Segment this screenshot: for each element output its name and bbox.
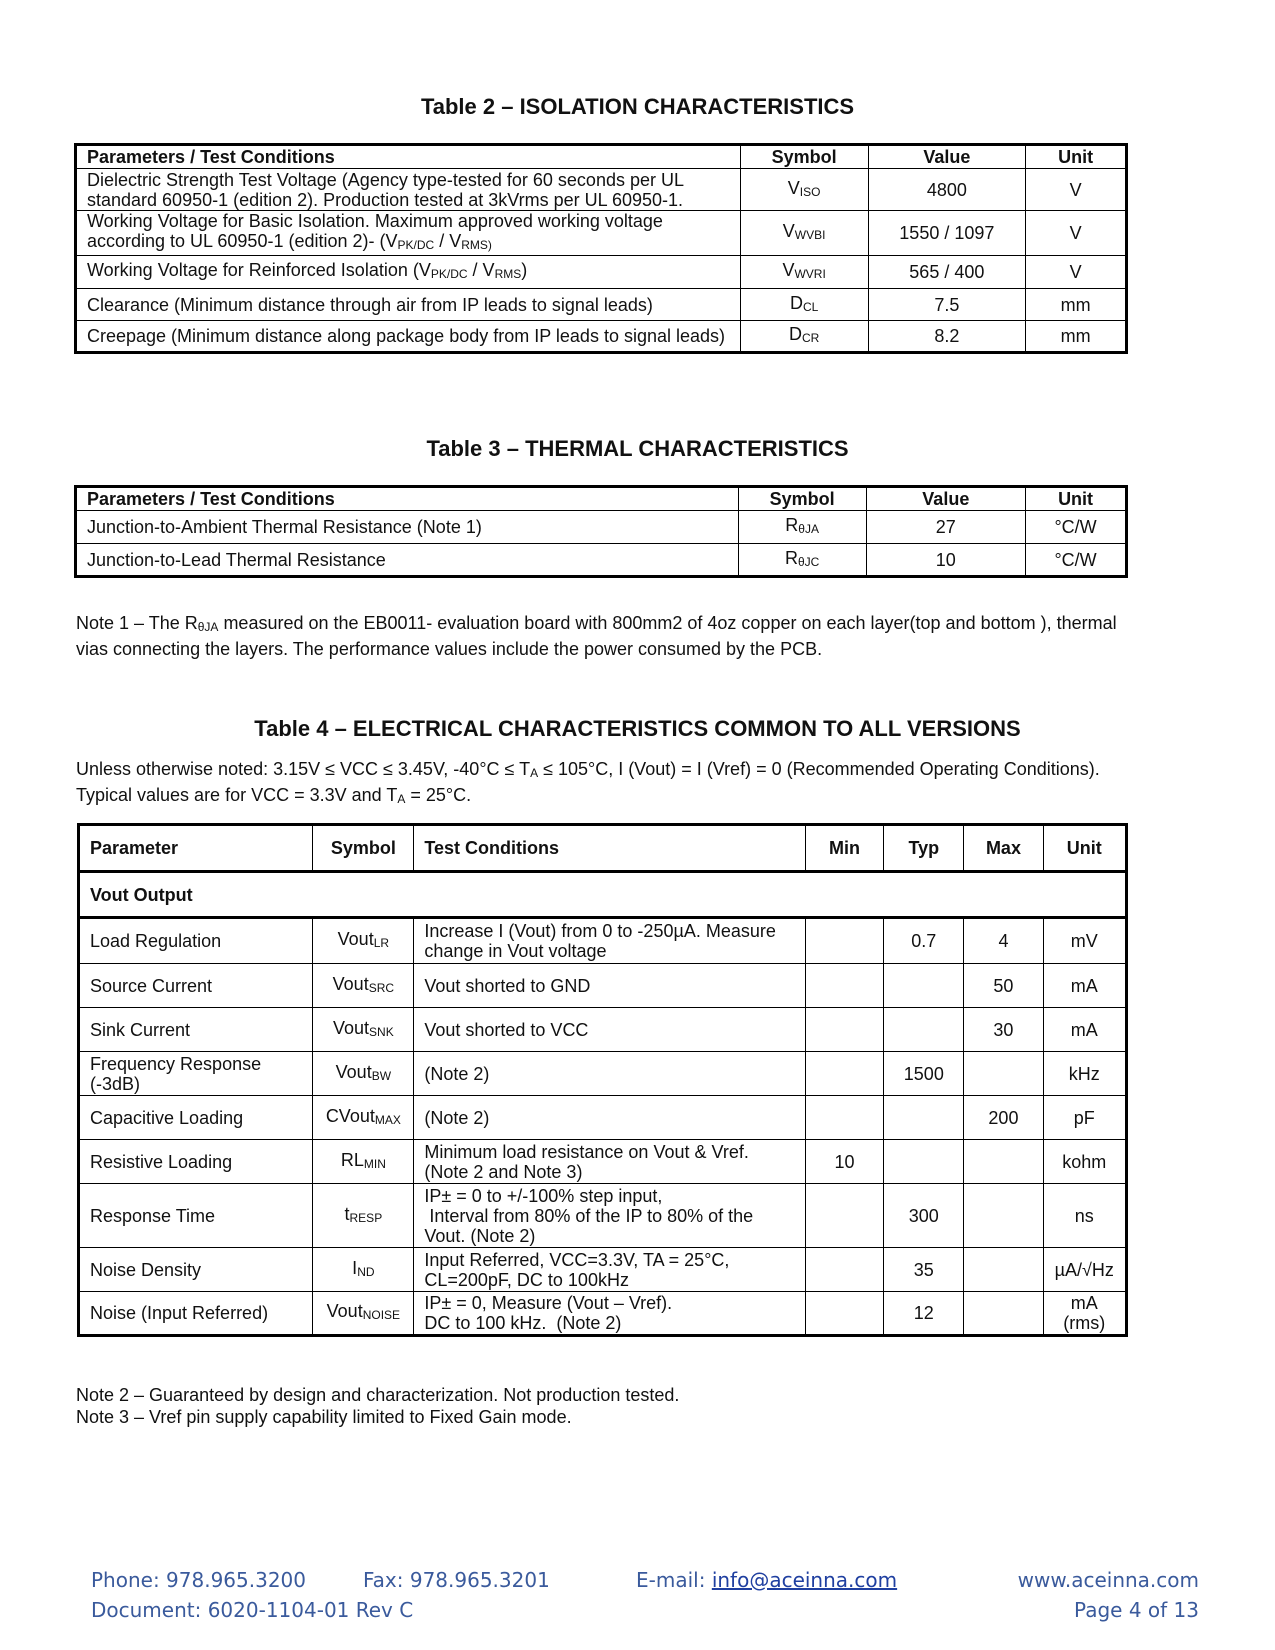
unit-cell: mA <box>1043 1008 1126 1052</box>
table-row <box>76 211 1127 256</box>
param-line: standard 60950-1 (edition 2). Production tested at 3kVrms per UL 60950-1. <box>87 189 684 210</box>
param-cell: Junction-to-Lead Thermal Resistance <box>76 544 739 577</box>
table-row <box>76 256 1127 289</box>
unit-cell: V <box>1026 256 1127 289</box>
typ-cell <box>884 1140 964 1184</box>
electrical-table <box>77 823 1128 1337</box>
value-cell: 565 / 400 <box>868 256 1026 289</box>
symbol-cell: Vout$_{BW}$ <box>313 1052 414 1096</box>
table-row <box>76 169 1127 211</box>
symbol-cell: $V_{ISO}$ <box>740 169 868 211</box>
table-header-row <box>76 487 1127 511</box>
table-row <box>79 1096 1127 1140</box>
header-unit: Unit <box>1043 825 1126 872</box>
symbol-cell: $V_{WVRI}$ <box>740 256 868 289</box>
max-cell: 200 <box>964 1096 1043 1140</box>
min-cell <box>805 1184 884 1248</box>
table-row <box>76 321 1127 353</box>
typ-cell: 35 <box>884 1248 964 1292</box>
unit-cell: pF <box>1043 1096 1126 1140</box>
header-symbol: Symbol <box>313 825 414 872</box>
symbol-cell: Vout$_{SRC}$ <box>313 964 414 1008</box>
header-typ: Typ <box>884 825 964 872</box>
condition-cell: IP± = 0 to +/-100% step input, Interval from 80% of the IP to 80% of the Vout. (Note 2) <box>414 1184 805 1248</box>
param-cell <box>76 169 741 211</box>
max-cell: 50 <box>964 964 1043 1008</box>
unit-cell: mV <box>1043 918 1126 964</box>
typ-cell <box>884 1008 964 1052</box>
unit-cell: V <box>1026 169 1127 211</box>
max-cell <box>964 1052 1043 1096</box>
unit-cell: mA (rms) <box>1043 1292 1126 1336</box>
header-value: Value <box>868 145 1026 169</box>
symbol-cell: $D_{CR}$ <box>740 321 868 353</box>
param-cell: Working Voltage for Reinforced Isolation $(V_{PK/DC} / V_{RMS})$ <box>76 256 741 289</box>
max-cell: 4 <box>964 918 1043 964</box>
table-row <box>79 918 1127 964</box>
footer-document: Document: 6020-1104-01 Rev C <box>91 1598 414 1622</box>
note-3: Note 3 – Vref pin supply capability limited to Fixed Gain mode. <box>76 1407 572 1427</box>
table-row <box>79 1248 1127 1292</box>
unit-cell: V <box>1026 211 1127 256</box>
table-row <box>79 1184 1127 1248</box>
param-cell: Sink Current <box>79 1008 313 1052</box>
table-row <box>76 544 1127 577</box>
value-cell: 8.2 <box>868 321 1026 353</box>
footer-fax: Fax: 978.965.3201 <box>363 1568 550 1592</box>
section-row <box>79 872 1127 918</box>
header-unit: Unit <box>1026 145 1127 169</box>
table3-title: Table 3 – THERMAL CHARACTERISTICS <box>426 436 849 461</box>
param-cell: Junction-to-Ambient Thermal Resistance (Note 1) <box>76 511 739 544</box>
param-cell: Clearance (Minimum distance through air from IP leads to signal leads) <box>76 289 741 321</box>
table-header-row <box>76 145 1127 169</box>
symbol-cell: $V_{WVBI}$ <box>740 211 868 256</box>
header-value: Value <box>866 487 1026 511</box>
min-cell <box>805 1008 884 1052</box>
condition-cell: Vout shorted to VCC <box>414 1008 805 1052</box>
footer-email-label: E-mail: <box>636 1568 712 1592</box>
header-min: Min <box>805 825 884 872</box>
section-title: Vout Output <box>79 872 1127 918</box>
symbol-cell: $I_{ND}$ <box>313 1248 414 1292</box>
unit-cell: µA/√Hz <box>1043 1248 1126 1292</box>
param-cell: Load Regulation <box>79 918 313 964</box>
typ-cell <box>884 964 964 1008</box>
value-cell: 4800 <box>868 169 1026 211</box>
min-cell <box>805 1096 884 1140</box>
header-test-conditions: Test Conditions <box>414 825 805 872</box>
header-parameters: Parameters / Test Conditions <box>76 145 741 169</box>
header-unit: Unit <box>1026 487 1127 511</box>
condition-cell: (Note 2) <box>414 1096 805 1140</box>
typ-cell: 12 <box>884 1292 964 1336</box>
param-cell: Resistive Loading <box>79 1140 313 1184</box>
value-cell: 27 <box>866 511 1026 544</box>
table-row <box>79 1140 1127 1184</box>
symbol-cell: Vout$_{LR}$ <box>313 918 414 964</box>
notes-2-3 <box>76 1384 679 1428</box>
unit-cell: mm <box>1026 321 1127 353</box>
unit-cell: kohm <box>1043 1140 1126 1184</box>
value-cell: 7.5 <box>868 289 1026 321</box>
typ-cell: 300 <box>884 1184 964 1248</box>
table-row <box>76 289 1127 321</box>
footer-website[interactable]: www.aceinna.com <box>1017 1568 1199 1592</box>
note-1: Note 1 – The $R_{\theta JA}$ measured on the EB0011- evaluation board with 800mm2 of 4oz copper on each layer(top and bottom ), thermal vias connecting the layers. The performance values include the power consumed by the PCB. <box>76 613 1117 659</box>
email-link[interactable]: info@aceinna.com <box>711 1568 898 1592</box>
table-row <box>76 511 1127 544</box>
condition-cell: Vout shorted to GND <box>414 964 805 1008</box>
symbol-cell: $R_{\theta JC}$ <box>738 544 866 577</box>
note-2: Note 2 – Guaranteed by design and characterization. Not production tested. <box>76 1385 680 1405</box>
min-cell <box>805 918 884 964</box>
typ-cell: 0.7 <box>884 918 964 964</box>
condition-cell: Input Referred, VCC=3.3V, TA = 25°C, CL=200pF, DC to 100kHz <box>414 1248 805 1292</box>
header-max: Max <box>964 825 1043 872</box>
param-cell: Frequency Response (-3dB) <box>79 1052 313 1096</box>
unit-cell: mA <box>1043 964 1126 1008</box>
symbol-cell: CVout$_{MAX}$ <box>313 1096 414 1140</box>
typ-cell <box>884 1096 964 1140</box>
table-row <box>79 1292 1127 1336</box>
param-cell: Source Current <box>79 964 313 1008</box>
max-cell: 30 <box>964 1008 1043 1052</box>
condition-cell: IP± = 0, Measure (Vout – Vref). DC to 100 kHz. (Note 2) <box>414 1292 805 1336</box>
symbol-cell: $RL_{MIN}$ <box>313 1140 414 1184</box>
param-line: Working Voltage for Basic Isolation. Maximum approved working voltage <box>87 211 663 231</box>
footer-email <box>636 1568 897 1592</box>
value-cell: 10 <box>866 544 1026 577</box>
symbol-cell: $R_{\theta JA}$ <box>738 511 866 544</box>
condition-cell: (Note 2) <box>414 1052 805 1096</box>
condition-cell: Increase I (Vout) from 0 to -250µA. Measure change in Vout voltage <box>414 918 805 964</box>
max-cell <box>964 1248 1043 1292</box>
param-cell: Noise (Input Referred) <box>79 1292 313 1336</box>
table-row <box>79 964 1127 1008</box>
max-cell <box>964 1140 1043 1184</box>
table2-title: Table 2 – ISOLATION CHARACTERISTICS <box>420 94 855 119</box>
max-cell <box>964 1292 1043 1336</box>
unit-cell: ns <box>1043 1184 1126 1248</box>
param-cell: Noise Density <box>79 1248 313 1292</box>
param-line: Dielectric Strength Test Voltage (Agency type-tested for 60 seconds per UL <box>87 169 684 190</box>
table4-title: Table 4 – ELECTRICAL CHARACTERISTICS COMMON TO ALL VERSIONS <box>254 716 1021 741</box>
header-parameters: Parameters / Test Conditions <box>76 487 739 511</box>
symbol-cell: $t_{RESP}$ <box>313 1184 414 1248</box>
param-cell: Creepage (Minimum distance along package body from IP leads to signal leads) <box>76 321 741 353</box>
header-symbol: Symbol <box>738 487 866 511</box>
min-cell <box>805 1292 884 1336</box>
param-cell: Response Time <box>79 1184 313 1248</box>
table-row <box>79 1008 1127 1052</box>
max-cell <box>964 1184 1043 1248</box>
table-header-row <box>79 825 1127 872</box>
unit-cell: kHz <box>1043 1052 1126 1096</box>
thermal-table <box>74 485 1128 578</box>
min-cell: 10 <box>805 1140 884 1184</box>
symbol-cell: Vout$_{SNK}$ <box>313 1008 414 1052</box>
typ-cell: 1500 <box>884 1052 964 1096</box>
param-line: according to UL 60950-1 (edition 2)- ($V_{PK/DC} / V_{RMS)}$ <box>87 231 492 252</box>
table4-intro: Unless otherwise noted: 3.15V ≤ VCC ≤ 3.45V, $-40^\circ C \le T_A \le 105^\circ C$, I (Vout) = I (Vref) = 0 (Recommended Operating Conditions). Typical values are for VCC = 3.3V and $T_A = 25^\circ C$. <box>76 759 1100 806</box>
condition-cell: Minimum load resistance on Vout & Vref. (Note 2 and Note 3) <box>414 1140 805 1184</box>
footer-phone: Phone: 978.965.3200 <box>91 1568 307 1592</box>
value-cell: 1550 / 1097 <box>868 211 1026 256</box>
min-cell <box>805 964 884 1008</box>
isolation-table <box>74 143 1128 354</box>
param-cell: Capacitive Loading <box>79 1096 313 1140</box>
min-cell <box>805 1052 884 1096</box>
table-row <box>79 1052 1127 1096</box>
unit-cell: mm <box>1026 289 1127 321</box>
min-cell <box>805 1248 884 1292</box>
symbol-cell: $D_{CL}$ <box>740 289 868 321</box>
symbol-cell: Vout$_{NOISE}$ <box>313 1292 414 1336</box>
param-cell <box>76 211 741 256</box>
header-symbol: Symbol <box>740 145 868 169</box>
header-parameter: Parameter <box>79 825 313 872</box>
footer-page-number: Page 4 of 13 <box>1074 1598 1199 1622</box>
unit-cell: °C/W <box>1026 544 1127 577</box>
unit-cell: °C/W <box>1026 511 1127 544</box>
